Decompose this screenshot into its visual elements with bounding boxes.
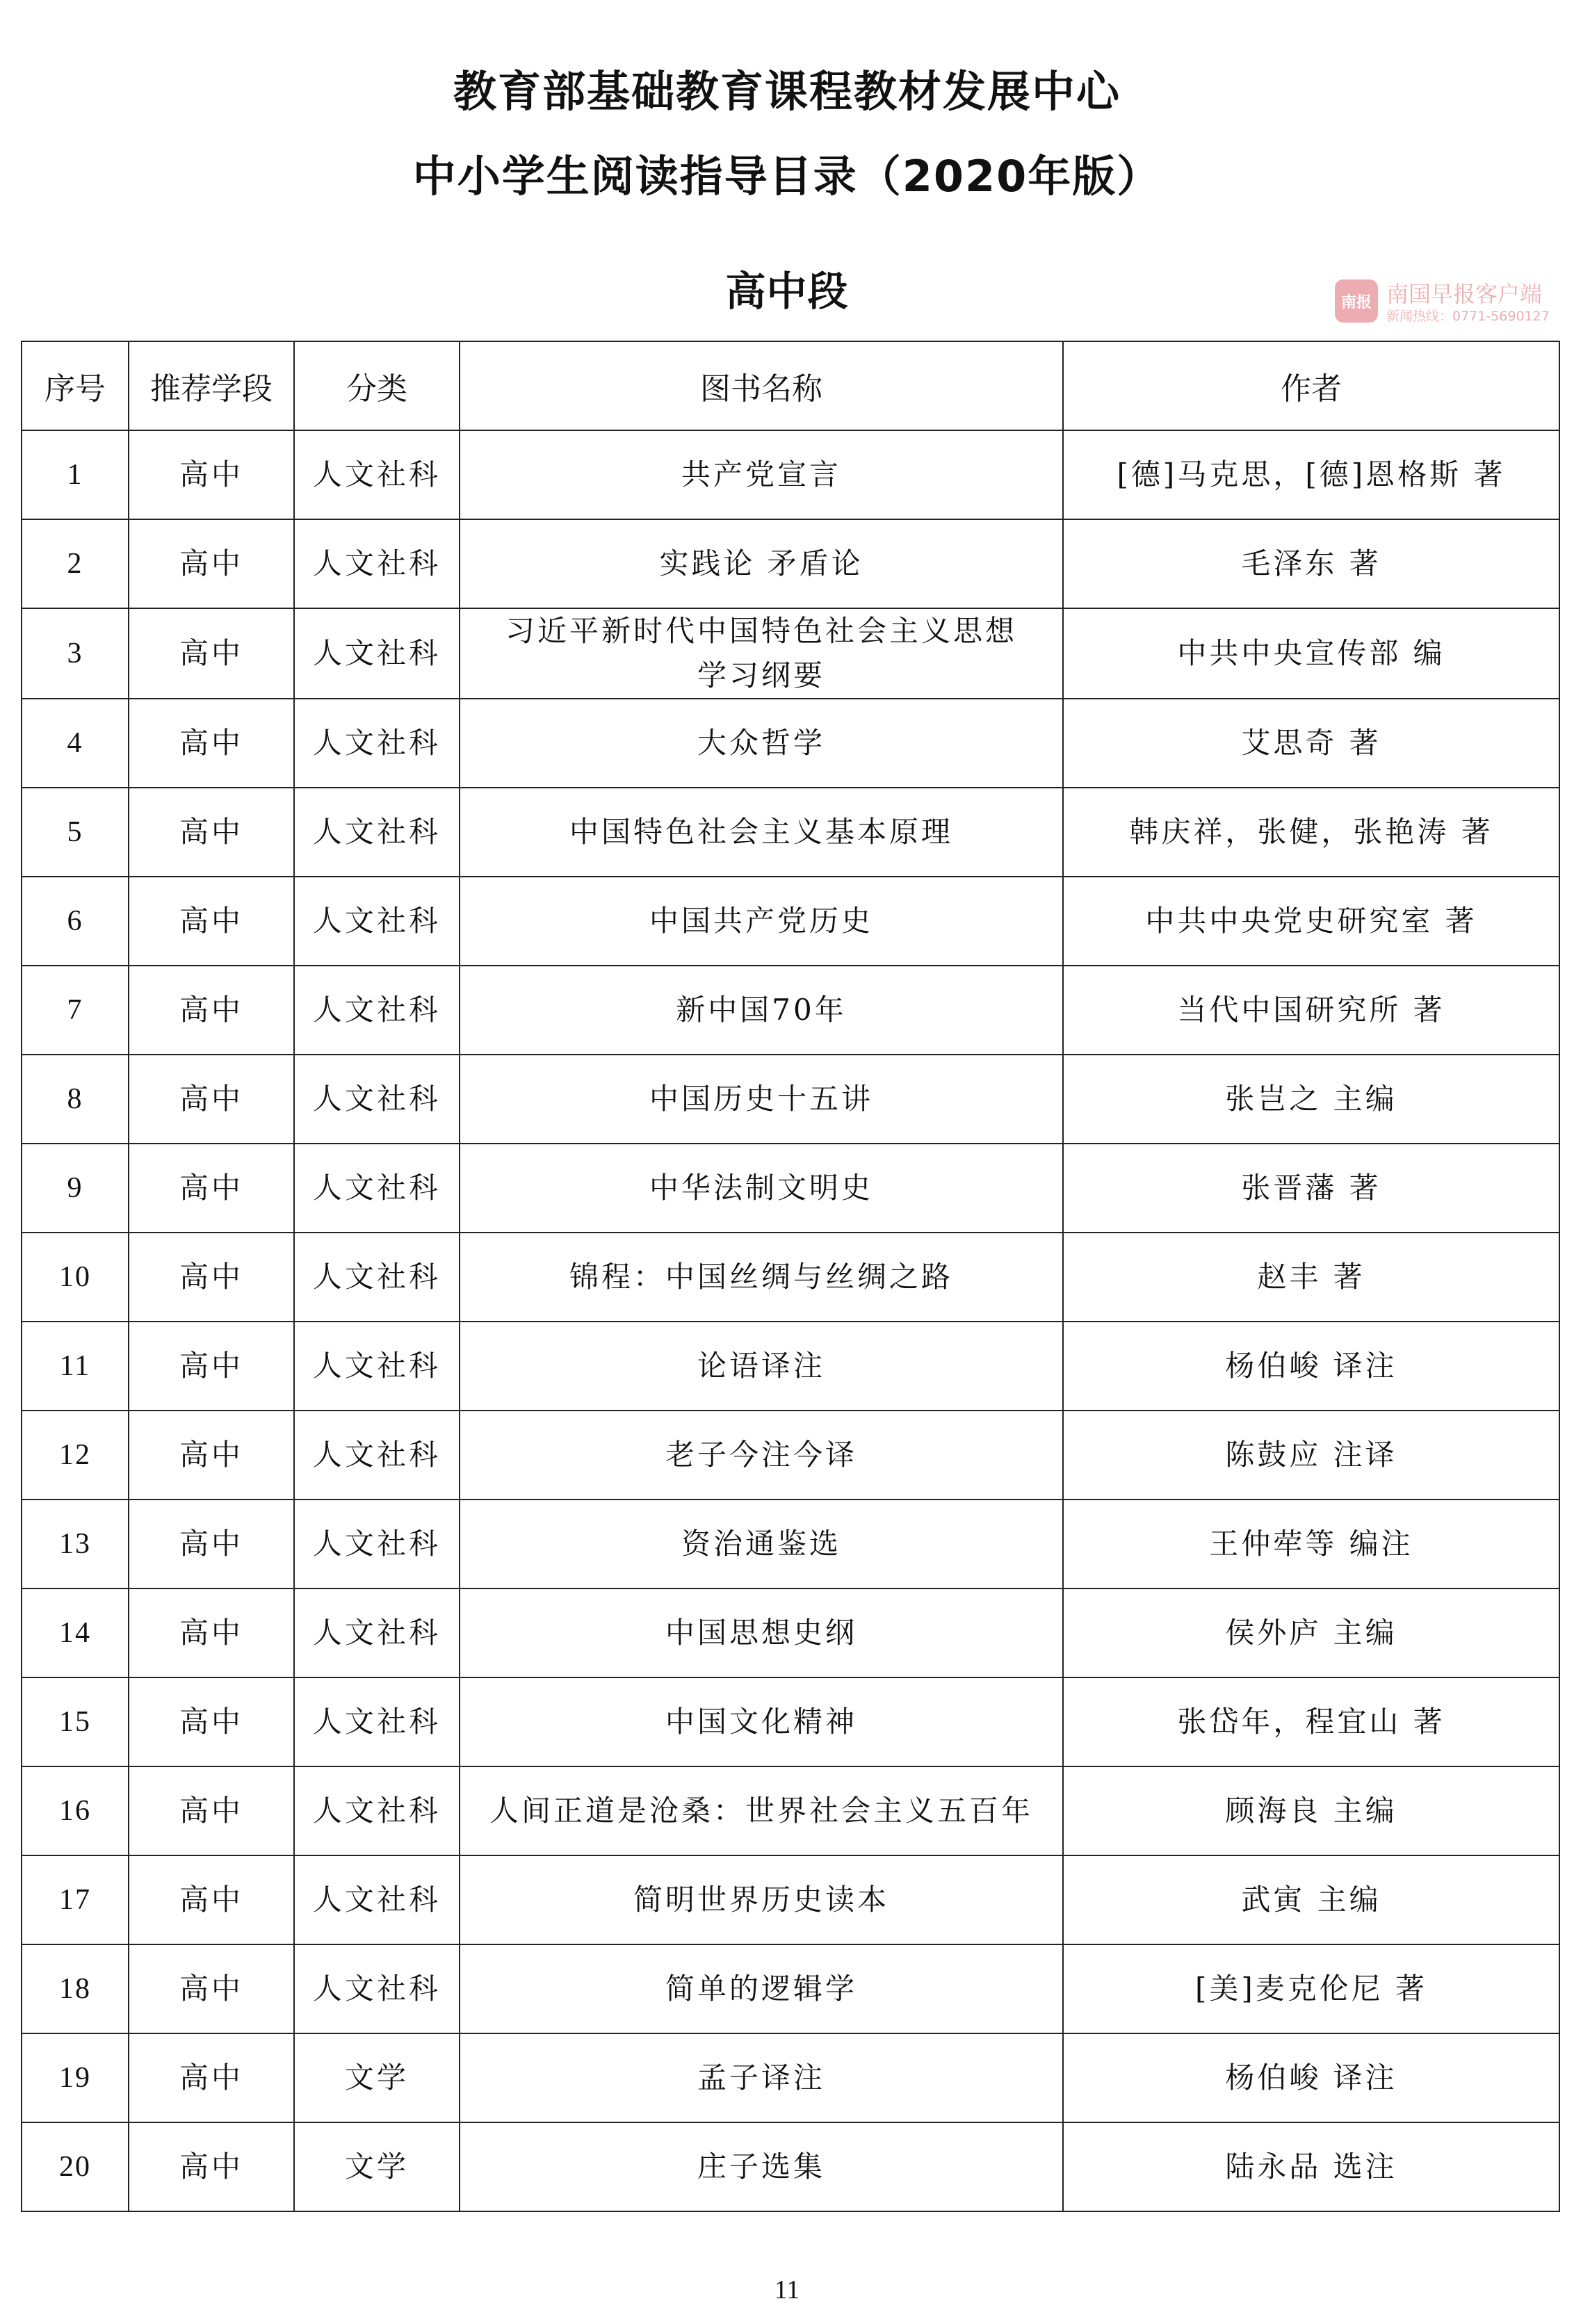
cell-book-title: 资治通鉴选	[460, 1500, 1063, 1588]
table-row	[22, 430, 1559, 519]
cell-category: 人文社科	[294, 1766, 460, 1855]
cell-author: 王仲荦等 编注	[1063, 1500, 1559, 1588]
cell-stage: 高中	[129, 1233, 294, 1322]
table-row	[22, 2122, 1559, 2211]
cell-book-title: 人间正道是沧桑：世界社会主义五百年	[460, 1766, 1063, 1855]
cell-author: 张晋藩 著	[1063, 1144, 1559, 1233]
cell-index: 17	[22, 1855, 129, 1944]
cell-stage: 高中	[129, 2122, 294, 2211]
cell-book-title: 简明世界历史读本	[460, 1855, 1063, 1944]
table-row	[22, 1144, 1559, 1233]
cell-book-title: 庄子选集	[460, 2122, 1063, 2211]
cell-index: 16	[22, 1766, 129, 1855]
table-row	[22, 519, 1559, 608]
table-row	[22, 2033, 1559, 2122]
cell-author: 毛泽东 著	[1063, 519, 1559, 608]
cell-stage: 高中	[129, 430, 294, 519]
cell-author: 当代中国研究所 著	[1063, 966, 1559, 1055]
cell-book-title: 实践论 矛盾论	[460, 519, 1063, 608]
cell-stage: 高中	[129, 1055, 294, 1144]
column-header-index: 序号	[22, 341, 129, 430]
cell-category: 人文社科	[294, 608, 460, 699]
table-row	[22, 1411, 1559, 1500]
cell-book-title: 新中国70年	[460, 966, 1063, 1055]
cell-category: 人文社科	[294, 1588, 460, 1677]
table-row	[22, 1588, 1559, 1677]
cell-author: 艾思奇 著	[1063, 699, 1559, 788]
column-header-stage: 推荐学段	[129, 341, 294, 430]
cell-book-title: 简单的逻辑学	[460, 1944, 1063, 2033]
watermark-name: 南国早报客户端	[1386, 281, 1543, 307]
cell-category: 人文社科	[294, 1411, 460, 1500]
cell-stage: 高中	[129, 699, 294, 788]
cell-author: 杨伯峻 译注	[1063, 2033, 1559, 2122]
cell-author: 武寅 主编	[1063, 1855, 1559, 1944]
cell-author: [德]马克思，[德]恩格斯 著	[1063, 430, 1559, 519]
cell-category: 人文社科	[294, 877, 460, 966]
cell-author: 顾海良 主编	[1063, 1766, 1559, 1855]
cell-category: 人文社科	[294, 1500, 460, 1588]
cell-index: 5	[22, 788, 129, 877]
table-row	[22, 966, 1559, 1055]
cell-stage: 高中	[129, 519, 294, 608]
section-heading: 高中段	[725, 268, 849, 315]
cell-book-title: 中国共产党历史	[460, 877, 1063, 966]
cell-book-title: 大众哲学	[460, 699, 1063, 788]
cell-book-title: 锦程：中国丝绸与丝绸之路	[460, 1233, 1063, 1322]
cell-category: 人文社科	[294, 788, 460, 877]
document-title: 教育部基础教育课程教材发展中心	[453, 66, 1121, 117]
table-row	[22, 877, 1559, 966]
cell-category: 人文社科	[294, 1233, 460, 1322]
cell-stage: 高中	[129, 1855, 294, 1944]
table-row	[22, 1322, 1559, 1411]
cell-author: 陈鼓应 注译	[1063, 1411, 1559, 1500]
cell-book-title: 中国文化精神	[460, 1677, 1063, 1766]
cell-book-title: 中国历史十五讲	[460, 1055, 1063, 1144]
cell-index: 19	[22, 2033, 129, 2122]
table-row	[22, 1677, 1559, 1766]
cell-book-title: 中国特色社会主义基本原理	[460, 788, 1063, 877]
cell-author: 张岂之 主编	[1063, 1055, 1559, 1144]
cell-index: 20	[22, 2122, 129, 2211]
cell-stage: 高中	[129, 1944, 294, 2033]
cell-author: [美]麦克伦尼 著	[1063, 1944, 1559, 2033]
cell-category: 人文社科	[294, 1855, 460, 1944]
cell-index: 1	[22, 430, 129, 519]
cell-category: 人文社科	[294, 1322, 460, 1411]
cell-stage: 高中	[129, 1500, 294, 1588]
cell-stage: 高中	[129, 2033, 294, 2122]
table-row	[22, 1944, 1559, 2033]
cell-category: 文学	[294, 2033, 460, 2122]
cell-author: 侯外庐 主编	[1063, 1588, 1559, 1677]
watermark	[1335, 277, 1571, 327]
cell-author: 陆永品 选注	[1063, 2122, 1559, 2211]
page-number: 11	[774, 2275, 800, 2305]
cell-author: 张岱年，程宜山 著	[1063, 1677, 1559, 1766]
cell-index: 7	[22, 966, 129, 1055]
cell-index: 14	[22, 1588, 129, 1677]
table-row	[22, 1766, 1559, 1855]
table-row	[22, 1055, 1559, 1144]
cell-stage: 高中	[129, 966, 294, 1055]
cell-book-title: 习近平新时代中国特色社会主义思想 学习纲要	[460, 608, 1063, 699]
table-row	[22, 699, 1559, 788]
cell-author: 赵丰 著	[1063, 1233, 1559, 1322]
table-header-row	[22, 341, 1559, 430]
table-row	[22, 608, 1559, 699]
cell-category: 人文社科	[294, 1055, 460, 1144]
cell-index: 6	[22, 877, 129, 966]
cell-index: 12	[22, 1411, 129, 1500]
cell-index: 3	[22, 608, 129, 699]
cell-category: 人文社科	[294, 1144, 460, 1233]
table-row	[22, 1500, 1559, 1588]
table-body	[22, 430, 1559, 2211]
cell-index: 8	[22, 1055, 129, 1144]
cell-index: 13	[22, 1500, 129, 1588]
cell-book-title: 老子今注今译	[460, 1411, 1063, 1500]
cell-stage: 高中	[129, 1677, 294, 1766]
cell-category: 文学	[294, 2122, 460, 2211]
column-header-book-title: 图书名称	[460, 341, 1063, 430]
cell-book-title: 孟子译注	[460, 2033, 1063, 2122]
cell-index: 4	[22, 699, 129, 788]
cell-category: 人文社科	[294, 430, 460, 519]
cell-author: 韩庆祥，张健，张艳涛 著	[1063, 788, 1559, 877]
cell-stage: 高中	[129, 608, 294, 699]
cell-stage: 高中	[129, 1322, 294, 1411]
cell-category: 人文社科	[294, 1677, 460, 1766]
cell-book-title: 中华法制文明史	[460, 1144, 1063, 1233]
document-subtitle: 中小学生阅读指导目录（2020年版）	[412, 151, 1162, 202]
cell-index: 15	[22, 1677, 129, 1766]
cell-stage: 高中	[129, 1766, 294, 1855]
cell-category: 人文社科	[294, 699, 460, 788]
cell-book-title: 中国思想史纲	[460, 1588, 1063, 1677]
column-header-author: 作者	[1063, 341, 1559, 430]
reading-list-table	[21, 341, 1560, 2212]
cell-category: 人文社科	[294, 1944, 460, 2033]
cell-index: 11	[22, 1322, 129, 1411]
cell-stage: 高中	[129, 1588, 294, 1677]
cell-stage: 高中	[129, 1411, 294, 1500]
cell-author: 中共中央党史研究室 著	[1063, 877, 1559, 966]
cell-index: 10	[22, 1233, 129, 1322]
table-row	[22, 788, 1559, 877]
cell-stage: 高中	[129, 877, 294, 966]
column-header-category: 分类	[294, 341, 460, 430]
cell-index: 9	[22, 1144, 129, 1233]
cell-author: 中共中央宣传部 编	[1063, 608, 1559, 699]
cell-index: 18	[22, 1944, 129, 2033]
cell-index: 2	[22, 519, 129, 608]
watermark-hotline: 新闻热线：0771-5690127	[1386, 309, 1550, 324]
table-row	[22, 1855, 1559, 1944]
table-row	[22, 1233, 1559, 1322]
cell-book-title: 共产党宣言	[460, 430, 1063, 519]
cell-book-title: 论语译注	[460, 1322, 1063, 1411]
cell-category: 人文社科	[294, 519, 460, 608]
cell-author: 杨伯峻 译注	[1063, 1322, 1559, 1411]
cell-stage: 高中	[129, 1144, 294, 1233]
cell-stage: 高中	[129, 788, 294, 877]
watermark-logo: 南报	[1335, 279, 1378, 323]
cell-category: 人文社科	[294, 966, 460, 1055]
